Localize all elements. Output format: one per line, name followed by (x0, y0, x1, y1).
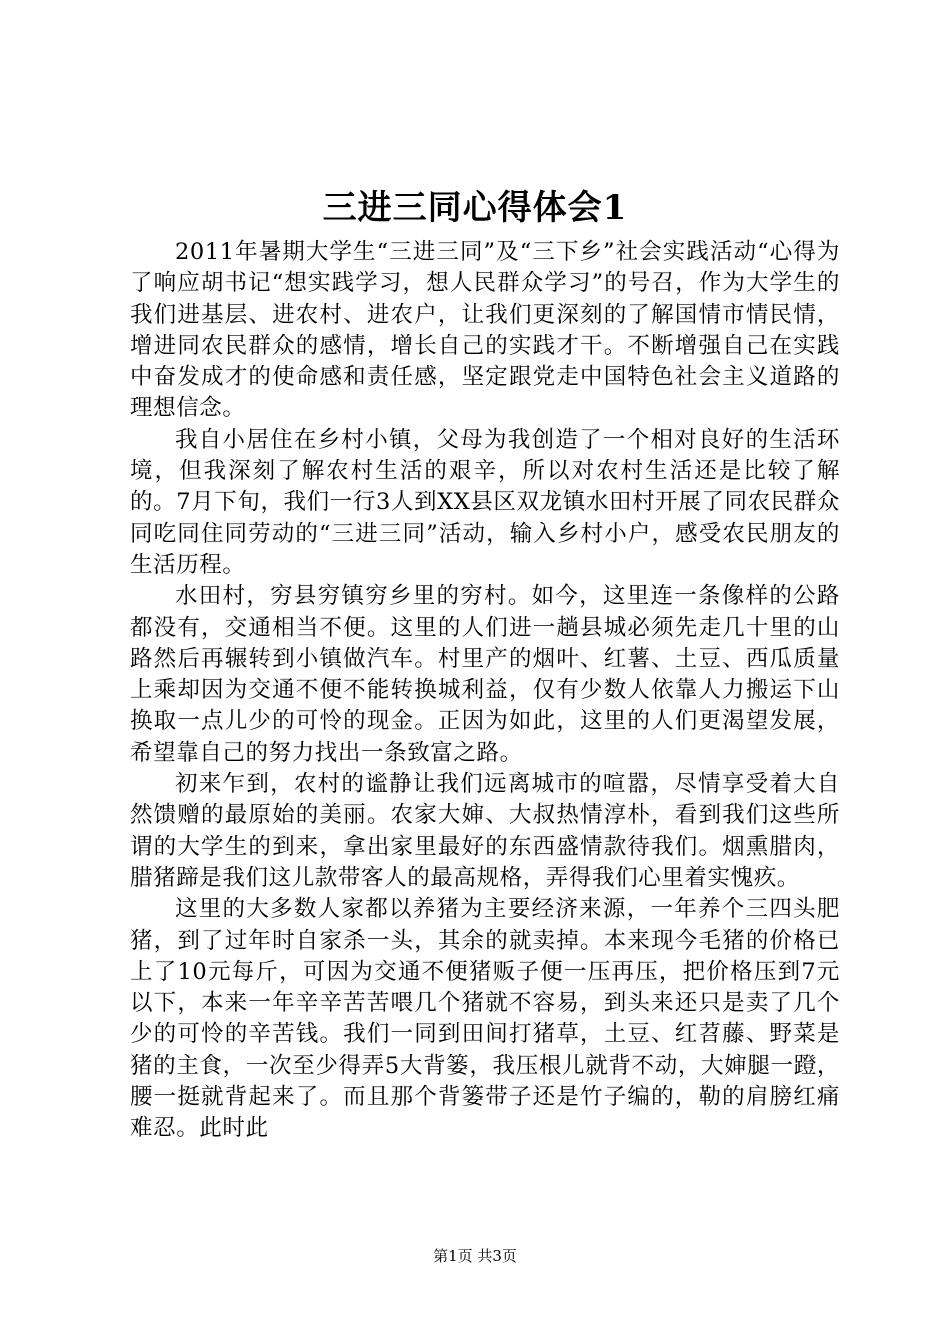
paragraph: 初来乍到，农村的谧静让我们远离城市的喧嚣，尽情享受着大自然馈赠的最原始的美丽。农家大婶、大叔热情淳朴，看到我们这些所谓的大学生的到来，拿出家里最好的东西盛情款待我们。烟熏腊肉，腊猪蹄是我们这儿款带客人的最高规格，弄得我们心里着实愧疚。 (130, 771, 840, 891)
page-footer (0, 1245, 950, 1267)
document-body (130, 237, 840, 1145)
paragraph: 水田村，穷县穷镇穷乡里的穷村。如今，这里连一条像样的公路都没有，交通相当不便。这里的人们进一趟县城必须先走几十里的山路然后再辗转到小镇做汽车。村里产的烟叶、红薯、土豆、西瓜质量上乘却因为交通不便不能转换城利益，仅有少数人依靠人力搬运下山换取一点儿少的可怜的现金。正因为如此，这里的人们更渴望发展，希望靠自己的努力找出一条致富之路。 (130, 583, 840, 766)
document-title: 三进三同心得体会1 (322, 188, 628, 228)
page-indicator: 第1页 共3页 (433, 1247, 517, 1265)
paragraph: 2011年暑期大学生“三进三同”及“三下乡”社会实践活动“心得为了响应胡书记“想实践学习，想人民群众学习”的号召，作为大学生的我们进基层、进农村、进农户，让我们更深刻的了解国情市情民情，增进同农民群众的感情，增长自己的实践才干。不断增强自己在实践中奋发成才的使命感和责任感，坚定跟党走中国特色社会主义道路的理想信念。 (130, 239, 840, 422)
paragraph: 这里的大多数人家都以养猪为主要经济来源，一年养个三四头肥猪，到了过年时自家杀一头，其余的就卖掉。本来现今毛猪的价格已上了10元每斤，可因为交通不便猪贩子便一压再压，把价格压到7元以下，本来一年辛辛苦苦喂几个猪就不容易，到头来还只是卖了几个少的可怜的辛苦钱。我们一同到田间打猪草，土豆、红苕藤、野菜是猪的主食，一次至少得弄5大背篓，我压根儿就背不动，大婶腿一蹬，腰一挺就背起来了。而且那个背篓带子还是竹子编的，勒的肩膀红痛难忍。此时此 (130, 896, 840, 1142)
paragraph: 我自小居住在乡村小镇，父母为我创造了一个相对良好的生活环境，但我深刻了解农村生活的艰辛，所以对农村生活还是比较了解的。7月下旬，我们一行3人到XX县区双龙镇水田村开展了同农民群众同吃同住同劳动的“三进三同”活动，输入乡村小户，感受农民朋友的生活历程。 (130, 426, 840, 578)
